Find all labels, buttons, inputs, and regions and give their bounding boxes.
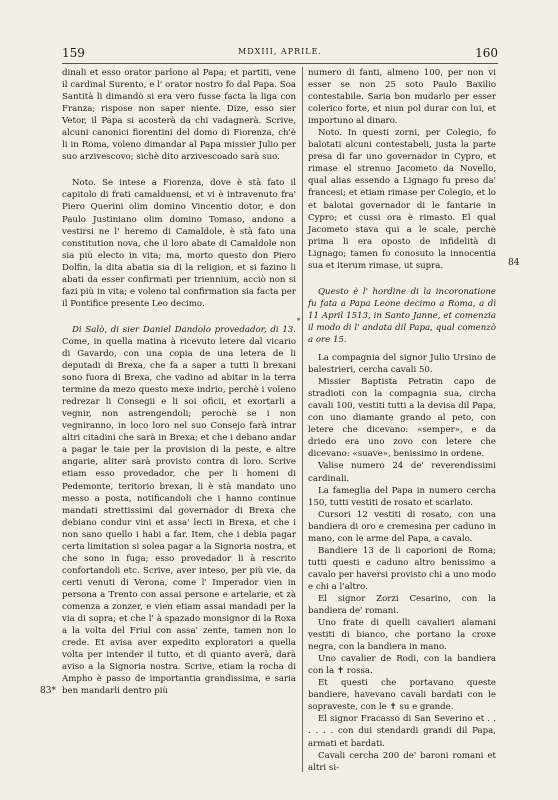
right-paragraph-3: La compagnia del signor Julio Ursino de balestrieri, cercha cavali 50. [308, 353, 496, 376]
margin-number-right: 84 [508, 258, 520, 268]
page-number-right: 160 [475, 46, 498, 60]
margin-number-left: 83* [40, 686, 56, 696]
asterisk-mark: * [297, 317, 301, 325]
right-paragraph-9: El signor Zorzi Cesarino, con la bandiera de' romani. [308, 593, 496, 617]
right-paragraph-5: Valise numero 24 de' reverendissimi cardinali. [308, 461, 496, 484]
right-paragraph-2: Noto. In questi zorni, per Colegio, fo balotati alcuni contestabeli, justa la parte presa di far uno governador in Cypro, et rimase el strenuo Jacometo da Novello, qual alias essendo a Lignago fu preso da' francesi; et etiam rimase per Colegio, et lo et balotai governador di le fantarie in Cypro; et cussi ora è rimasto. El qual Jacometo stava qui a le scale, perchè prima li era oposto de infidelità di Lignago; tamen fo conosuto la innocentia sua et iterum rimase, ut supra. [308, 128, 496, 271]
right-paragraph-12: Et questi che portavano queste bandiere, havevano cavali bardati con le sopraveste, con le ✝ su e grande. [308, 678, 496, 713]
right-paragraph-14: Cavali cercha 200 de' baroni romani et altri si- [308, 750, 496, 773]
right-paragraph-6: La fameglia del Papa in numero cercha 150, tutti vestiti de rosato et scarlato. [308, 485, 496, 508]
left-paragraph-1: dinali et esso orator parlono al Papa; et partiti, vene il cardinal Surento, e l' orator nostro fo dal Papa. Soa Santità li dimandò si era vero fusse facta la liga con Franza; rispose non saper niente. Dize, esso sier Vetor, il Papa si acosterà da chi vadagnerà. Scrive, alcuni canonici fiorentini del domo di Fiorenza, ch'è li in Roma, voleno dimandar al Papa missier Julio per suo arzivescovo; sichè dito arzivescoado sarà suo. [62, 68, 296, 163]
running-title: MDXIII, APRILE. [238, 47, 322, 56]
right-paragraph-8: Bandiere 13 de li caporioni de Roma; tutti questi e caduno altro benissimo a cavalo per haversi provisto chi a uno modo e chi a l'altro. [308, 545, 496, 592]
left-paragraph-3-title: Di Salò, di sier Daniel Dandolo provedador, di 13. [72, 324, 296, 335]
right-paragraph-10: Uno frate di quelli cavalieri alamani vestiti di bianco, che portano la croxe negra, con la bandiera in mano. [308, 618, 496, 653]
right-paragraph-7: Cursori 12 vestiti di rosato, con una bandiera di oro e cremesina per caduno in mano, con le arme del Papa, a cavalo. [308, 509, 496, 544]
right-paragraph-4: Missier Baptista Petratin capo de stradioti con la compagnia sua, circha cavali 100, vestiti tutti a la devisa dil Papa, con uno diamante grando al peto, con letere che dicevano: «semper», e da driedo era uno zovo con letere che dicevano: «suave», benissimo in ordene. [308, 377, 496, 460]
page-number-left: 159 [62, 46, 85, 60]
running-header [62, 46, 498, 62]
right-paragraph-1: numero di fanti, almeno 100, per non vi esser se non 25 soto Paulo Baxilio contestabile. Saria bon mudarlo per esser colerico forte, et niun pol durar con lui, et importuno al dinaro. [308, 68, 496, 127]
column-divider [302, 67, 303, 772]
coronation-heading: Questo è l' hordine di la incoronatione fu fata a Papa Leone decimo a Roma, a dì 11 April 1513, in Santo Janne, et comenzia il modo di l' andata dil Papa, qual comenzò a ore 15. [308, 286, 496, 345]
left-column [62, 67, 296, 697]
header-rule [62, 63, 498, 64]
right-column [308, 67, 496, 774]
left-paragraph-2: Noto. Se intese a Fiorenza, dove è stà fato il capitolo di frati camalduensi, et vi è intravenuto fra' Piero Querini olim domino Vincentio dotor, e don Paulo Justiniano olim domino Tomaso, andono a vestirsi ne l' heremo di Camaldole, è stà fato una constitution nova, che il loro abate di Camaldole non sia più electo in vita; ma, morto questo don Piero Dolfin, la dita abatia sia di la religion, et si fazino li abati da esser confirmati per triennium, acciò non si fazi più in vita; e voleno tal confirmation sia facta per il Pontifice presente Leo decimo. [62, 178, 296, 309]
right-paragraph-13: El signor Fracasso di San Severino et . . . . . . con dui stendardi grandi dil Papa, armati et bardati. [308, 714, 496, 749]
right-paragraph-11: Uno cavalier de Rodi, con la bandiera con la ✝ rossa. [308, 654, 496, 677]
left-paragraph-3-wrapper [62, 324, 296, 697]
left-paragraph-3: Come, in quella matina à ricevuto letere dal vicario di Gavardo, con una copia de una letera de li deputadi di Brexa, che fa a saper a tutti li brexani sono fuora di Brexa, che vadino ad abitar in la terra termine da mezo questo mexe indrio, perchè i voleno redrezar li Consegii e li soi oficii, et exortarli a vegnir, non astrengendoli; perochè se i non vegniranno, in loco loro nel suo Consejo farà intrar altri citadini che sarà in Brexa; et che i debano andar a pagar le taie per la provision di la peste, e altre angarie, aliter sarà provisto contra di loro. Scrive etiam esso provedador, che per li homeni di Pedemonte, teritorio brexan, li è stà mandato uno messo a posta, notificandoli che i hanno continue mandati strettissimi dal governador di Brexa che debiano condur vini et assa' lecti in Brexa, et che i non sano quello i habi a far. Item, che i debia pagar certa limitation si solea pagar a la Signoria nostra, et che sono in fuga; esso provedador li à rescrito confortandoli etc. Scrive, aver inteso, per più vie, da certi venuti di Verona, come l' Imperador vien in persona a Trento con assai persone e artelarie, et zà comenza a zonzer, e vien etiam assai mandadi per la via di sopra; et che l' à spazado monsignor di la Roxa a la volta del Friul con assa' zente, tamen non lo crede. Et avisa aver expedito exploratori a quella volta per intender il tutto, et di quanto averà, darà aviso a la Signoria nostra. Scrive, etiam la rocha di Ampho è passo de importantia grandissima, e saria ben mandarli dentro più [62, 336, 296, 697]
